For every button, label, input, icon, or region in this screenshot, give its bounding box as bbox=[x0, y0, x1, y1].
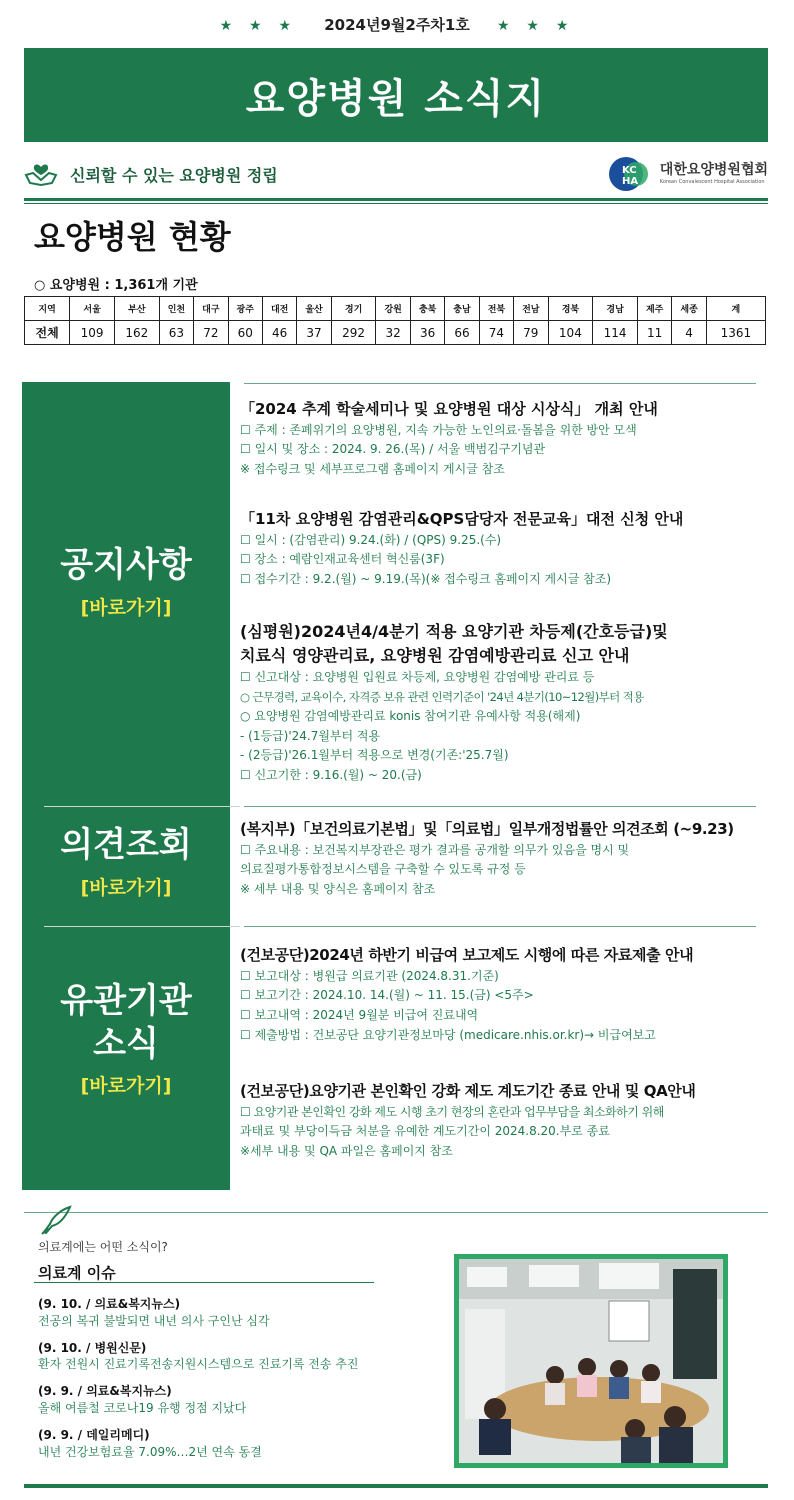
sidebar-related bbox=[22, 980, 230, 1098]
related-1-line: ☐ 보고내역 : 2024년 9월분 비급여 진료내역 bbox=[240, 1008, 479, 1023]
sidebar-related-title-2: 소식 bbox=[93, 1023, 159, 1064]
svg-text:HA: HA bbox=[621, 176, 638, 187]
table-row bbox=[25, 321, 766, 345]
news-date: (9. 9. / 데일리메디) bbox=[38, 1427, 150, 1442]
news-heading: 의료계 이슈 bbox=[38, 1264, 116, 1282]
related-1-title[interactable]: (건보공단)2024년 하반기 비급여 보고제도 시행에 따른 자료제출 안내 bbox=[240, 946, 694, 964]
table-cell: 4 bbox=[672, 321, 706, 345]
related-2 bbox=[240, 1080, 788, 1162]
section-divider bbox=[244, 383, 756, 384]
notice-2-line: ☐ 일시 : (감염관리) 9.24.(화) / (QPS) 9.25.(수) bbox=[240, 532, 502, 547]
sidebar-related-title-1: 유관기관 bbox=[60, 981, 192, 1021]
table-header-cell: 대전 bbox=[262, 297, 296, 321]
issue-line bbox=[0, 14, 794, 35]
table-header-cell: 충북 bbox=[410, 297, 444, 321]
table-header-label: 지역 bbox=[25, 297, 70, 321]
sidebar-divider bbox=[44, 926, 240, 927]
notice-1-title[interactable]: 「2024 추계 학술세미나 및 요양병원 대상 시상식」 개최 안내 bbox=[240, 400, 658, 418]
sidebar-divider bbox=[44, 806, 240, 807]
sidebar bbox=[22, 382, 230, 1190]
section-divider bbox=[244, 806, 756, 807]
table-header-cell: 서울 bbox=[70, 297, 115, 321]
news-question: 의료계에는 어떤 소식이? bbox=[38, 1240, 168, 1254]
section-divider bbox=[24, 1212, 768, 1213]
notice-2-line: ☐ 장소 : 예람인재교육센터 혁신룸(3F) bbox=[240, 552, 445, 567]
notice-1-line: ☐ 일시 및 장소 : 2024. 9. 26.(목) / 서울 백범김구기념관 bbox=[240, 442, 546, 457]
notice-2 bbox=[240, 508, 788, 590]
handshake-heart-icon bbox=[24, 161, 58, 187]
star-icons-right: ★ ★ ★ bbox=[496, 18, 575, 34]
related-1 bbox=[240, 944, 788, 1046]
table-cell: 1361 bbox=[706, 321, 765, 345]
news-date: (9. 10. / 의료&복지뉴스) bbox=[38, 1297, 181, 1311]
table-cell: 114 bbox=[593, 321, 638, 345]
table-header-cell: 경남 bbox=[593, 297, 638, 321]
opinion-line: ※ 세부 내용 및 양식은 홈페이지 참조 bbox=[240, 882, 436, 897]
news-date: (9. 9. / 의료&복지뉴스) bbox=[38, 1384, 172, 1399]
table-header-cell: 울산 bbox=[297, 297, 331, 321]
meeting-photo bbox=[454, 1254, 728, 1468]
table-cell: 162 bbox=[114, 321, 159, 345]
sidebar-opinion bbox=[22, 824, 230, 900]
table-header-row bbox=[25, 297, 766, 321]
news-headline[interactable]: 올해 여름철 코로나19 유행 정점 지났다 bbox=[38, 1400, 247, 1415]
divider-thin bbox=[24, 203, 768, 204]
table-cell: 104 bbox=[548, 321, 593, 345]
section-divider bbox=[244, 926, 756, 927]
table-cell: 109 bbox=[70, 321, 115, 345]
notice-3-line: ○ 요양병원 감염예방관리료 konis 참여기관 유예사항 적용(해제) bbox=[240, 708, 581, 723]
table-cell: 74 bbox=[479, 321, 513, 345]
table-header-cell: 세종 bbox=[672, 297, 706, 321]
news-headline[interactable]: 전공의 복귀 불발되면 내년 의사 구인난 심각 bbox=[38, 1313, 270, 1328]
status-heading: 요양병원 현황 bbox=[34, 218, 231, 256]
table-header-cell: 강원 bbox=[376, 297, 410, 321]
related-1-line: ☐ 보고대상 : 병원급 의료기관 (2024.8.31.기준) bbox=[240, 968, 499, 983]
opinion-shortcut-link[interactable]: [바로가기] bbox=[80, 876, 172, 899]
related-1-line: ☐ 제출방법 : 건보공단 요양기관정보마당 (medicare.nhis.or.kr)→ 비급여보고 bbox=[240, 1027, 656, 1042]
table-cell: 32 bbox=[376, 321, 410, 345]
news-list bbox=[38, 1296, 438, 1470]
table-cell: 72 bbox=[194, 321, 228, 345]
list-item[interactable] bbox=[38, 1427, 438, 1461]
related-2-title[interactable]: (건보공단)요양기관 본인확인 강화 제도 계도기간 종료 안내 및 QA안내 bbox=[240, 1082, 696, 1100]
notice-3-line: - (1등급)'24.7월부터 적용 bbox=[240, 728, 381, 743]
notice-1-line: ※ 접수링크 및 세부프로그램 홈페이지 게시글 참조 bbox=[240, 462, 505, 477]
notice-2-title[interactable]: 「11차 요양병원 감염관리&QPS담당자 전문교육」대전 신청 안내 bbox=[240, 510, 684, 528]
table-header-cell: 경기 bbox=[331, 297, 376, 321]
table-cell: 11 bbox=[637, 321, 671, 345]
news-headline[interactable]: 환자 전원시 진료기록전송지원시스템으로 진료기록 전송 추진 bbox=[38, 1357, 359, 1372]
related-2-line: ※세부 내용 및 QA 파일은 홈페이지 참조 bbox=[240, 1144, 453, 1159]
svg-text:KC: KC bbox=[621, 165, 637, 176]
table-cell: 79 bbox=[514, 321, 548, 345]
association-name-en: Korean Convalescent Hospital Association bbox=[659, 178, 765, 185]
divider bbox=[34, 1282, 374, 1283]
sidebar-opinion-title: 의견조회 bbox=[60, 825, 192, 865]
slogan-row bbox=[24, 152, 768, 196]
hospital-count: ○ 요양병원 : 1,361개 기관 bbox=[34, 278, 198, 293]
newsletter-title: 요양병원 소식지 bbox=[245, 75, 547, 122]
issue-number: 2024년9월2주차1호 bbox=[324, 16, 470, 34]
related-1-line: ☐ 보고기간 : 2024.10. 14.(월) ~ 11. 15.(금) <5주> bbox=[240, 988, 534, 1003]
meeting-photo-illustration bbox=[459, 1259, 723, 1463]
notice-2-line: ☐ 접수기간 : 9.2.(월) ~ 9.19.(목)(※ 접수링크 홈페이지 게시글 참조) bbox=[240, 572, 612, 587]
table-cell: 46 bbox=[262, 321, 296, 345]
table-cell: 63 bbox=[159, 321, 193, 345]
opinion-section bbox=[240, 818, 788, 900]
table-header-cell: 전북 bbox=[479, 297, 513, 321]
related-2-line: ☐ 요양기관 본인확인 강화 제도 시행 초기 현장의 혼란과 업무부담을 최소화하기 위해 bbox=[240, 1104, 664, 1119]
star-icons-left: ★ ★ ★ bbox=[219, 18, 297, 34]
news-date: (9. 10. / 병원신문) bbox=[38, 1340, 147, 1355]
opinion-line: 의료질평가통합정보시스템을 구축할 수 있도록 규정 등 bbox=[240, 862, 526, 877]
opinion-title[interactable]: (복지부)「보건의료기본법」및「의료법」일부개정법률안 의견조회 (~9.23) bbox=[240, 820, 734, 838]
table-header-cell: 인천 bbox=[159, 297, 193, 321]
list-item[interactable] bbox=[38, 1340, 438, 1374]
list-item[interactable] bbox=[38, 1383, 438, 1417]
slogan: 신뢰할 수 있는 요양병원 정립 bbox=[70, 165, 278, 185]
notice-shortcut-link[interactable]: [바로가기] bbox=[80, 596, 172, 619]
news-headline[interactable]: 내년 건강보험료율 7.09%…2년 연속 동결 bbox=[38, 1444, 262, 1459]
table-header-cell: 전남 bbox=[514, 297, 548, 321]
table-header-cell: 부산 bbox=[114, 297, 159, 321]
region-table bbox=[24, 296, 766, 345]
title-banner bbox=[24, 48, 768, 142]
notice-1-line: ☐ 주제 : 존폐위기의 요양병원, 지속 가능한 노인의료·돌봄을 위한 방안 모색 bbox=[240, 422, 637, 437]
notice-3-line: - (2등급)'26.1월부터 적용으로 변경(기존:'25.7월) bbox=[240, 748, 509, 763]
sidebar-notice bbox=[22, 544, 230, 620]
related-shortcut-link[interactable]: [바로가기] bbox=[80, 1075, 172, 1097]
notice-3-title-1[interactable]: (심평원)2024년4/4분기 적용 요양기관 차등제(간호등급)및 bbox=[240, 622, 668, 641]
association-name: 대한요양병원협회 bbox=[659, 162, 768, 179]
kcha-logo-icon bbox=[608, 156, 652, 192]
table-cell: 66 bbox=[445, 321, 479, 345]
table-cell: 37 bbox=[297, 321, 331, 345]
notice-1 bbox=[240, 398, 788, 480]
quill-pen-icon bbox=[38, 1204, 74, 1236]
table-header-cell: 제주 bbox=[637, 297, 671, 321]
sidebar-notice-title: 공지사항 bbox=[60, 545, 192, 585]
notice-3-line: ○ 근무경력, 교육이수, 자격증 보유 관련 인력기준이 '24년 4분기(10~12월)부터 적용 bbox=[240, 689, 644, 704]
list-item[interactable] bbox=[38, 1296, 438, 1330]
table-cell: 36 bbox=[410, 321, 444, 345]
divider bbox=[24, 198, 768, 201]
footer-bar bbox=[24, 1484, 768, 1488]
notice-3 bbox=[240, 620, 788, 786]
table-header-cell: 경북 bbox=[548, 297, 593, 321]
opinion-line: ☐ 주요내용 : 보건복지부장관은 평가 결과를 공개할 의무가 있음을 명시 및 bbox=[240, 842, 630, 857]
table-header-cell: 충남 bbox=[445, 297, 479, 321]
notice-3-line: ☐ 신고대상 : 요양병원 입원료 차등제, 요양병원 감염예방 관리료 등 bbox=[240, 670, 595, 684]
table-cell: 292 bbox=[331, 321, 376, 345]
notice-3-line: ☐ 신고기한 : 9.16.(월) ~ 20.(금) bbox=[240, 768, 422, 783]
table-header-cell: 광주 bbox=[228, 297, 262, 321]
table-header-cell: 계 bbox=[706, 297, 765, 321]
association-logo[interactable] bbox=[608, 156, 768, 192]
table-cell: 60 bbox=[228, 321, 262, 345]
notice-3-title-2[interactable]: 치료식 영양관리료, 요양병원 감염예방관리료 신고 안내 bbox=[240, 646, 630, 665]
related-2-line: 과태료 및 부당이득금 처분을 유예한 계도기간이 2024.8.20.부로 종료 bbox=[240, 1124, 610, 1139]
table-row-label: 전체 bbox=[25, 321, 70, 345]
table-header-cell: 대구 bbox=[194, 297, 228, 321]
